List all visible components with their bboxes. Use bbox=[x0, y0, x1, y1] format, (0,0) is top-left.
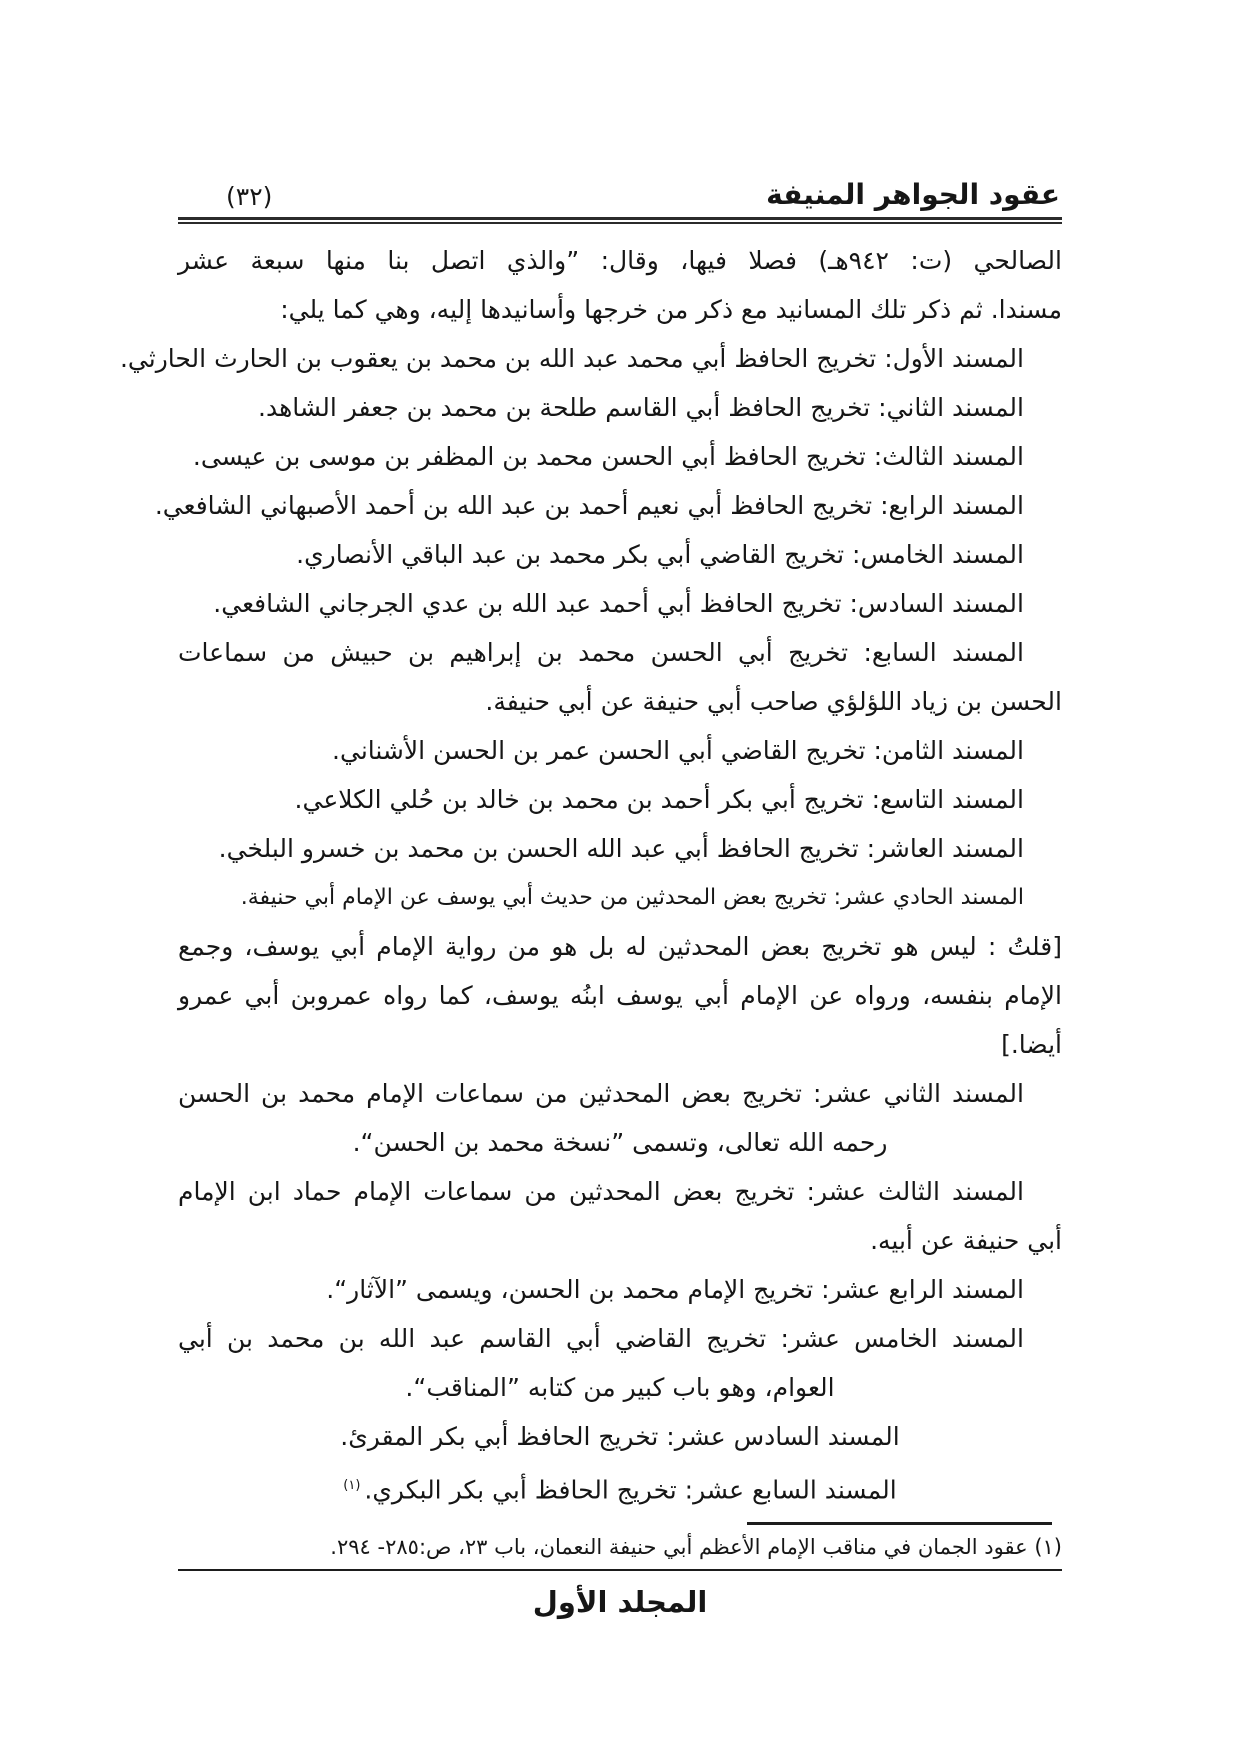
body-line: مسندا. ثم ذكر تلك المسانيد مع ذكر من خرجها وأسانيدها إليه، وهي كما يلي: bbox=[280, 295, 1062, 324]
body-line: المسند العاشر: تخريج الحافظ أبي عبد الله الحسن بن محمد بن خسرو البلخي. bbox=[218, 834, 1024, 863]
body-line: المسند الحادي عشر: تخريج بعض المحدثين من حديث أبي يوسف عن الإمام أبي حنيفة. bbox=[240, 885, 1024, 910]
body-line: الإمام بنفسه، ورواه عن الإمام أبي يوسف ابنُه يوسف، كما رواه عمروبن أبي عمرو أيضا.] bbox=[178, 981, 1062, 1059]
footnote-marker: (١) bbox=[343, 1478, 361, 1493]
footnote-text: (١) عقود الجمان في مناقب الإمام الأعظم أبي حنيفة النعمان، باب ٢٣، ص:٢٨٥- ٢٩٤. bbox=[330, 1535, 1062, 1560]
body-line: المسند السابع: تخريج أبي الحسن محمد بن إبراهيم بن حبيش من سماعات bbox=[178, 638, 1024, 667]
page-content bbox=[119, 178, 1062, 1620]
body-line: المسند الثاني عشر: تخريج بعض المحدثين من سماعات الإمام محمد بن الحسن bbox=[178, 1079, 1024, 1108]
body-line: المسند التاسع: تخريج أبي بكر أحمد بن محمد بن خالد بن حُلي الكلاعي. bbox=[294, 785, 1024, 814]
body-line: الصالحي (ت: ٩٤٢هـ) فصلا فيها، وقال: ”والذي اتصل بنا منها سبعة عشر bbox=[178, 246, 1062, 275]
body-line: المسند السادس: تخريج الحافظ أبي أحمد عبد الله بن عدي الجرجاني الشافعي. bbox=[213, 589, 1024, 618]
text-body bbox=[119, 234, 1062, 1514]
body-line bbox=[178, 1461, 1062, 1514]
body-line: المسند الثاني: تخريج الحافظ أبي القاسم طلحة بن محمد بن جعفر الشاهد. bbox=[258, 393, 1024, 422]
body-line-text: المسند السابع عشر: تخريج الحافظ أبي بكر البكري. bbox=[364, 1475, 897, 1505]
page-header bbox=[178, 178, 1062, 217]
volume-footer: المجلد الأول bbox=[532, 1585, 708, 1620]
body-line: العوام، وهو باب كبير من كتابه ”المناقب“. bbox=[405, 1373, 835, 1402]
body-line: أبي حنيفة عن أبيه. bbox=[870, 1226, 1062, 1255]
body-line: المسند الرابع: تخريج الحافظ أبي نعيم أحمد بن عبد الله بن أحمد الأصبهاني الشافعي. bbox=[154, 491, 1024, 520]
body-line: رحمه الله تعالى، وتسمى ”نسخة محمد بن الحسن“. bbox=[352, 1128, 888, 1157]
body-line: المسند الثالث عشر: تخريج بعض المحدثين من سماعات الإمام حماد ابن الإمام bbox=[178, 1177, 1024, 1206]
body-line: المسند الرابع عشر: تخريج الإمام محمد بن الحسن، ويسمى ”الآثار“. bbox=[326, 1275, 1024, 1304]
body-line: [قلتُ : ليس هو تخريج بعض المحدثين له بل هو من رواية الإمام أبي يوسف، وجمع bbox=[178, 932, 1062, 961]
book-title: عقود الجواهر المنيفة bbox=[766, 178, 1060, 211]
bottom-rule bbox=[178, 1569, 1062, 1571]
body-line: الحسن بن زياد اللؤلؤي صاحب أبي حنيفة عن أبي حنيفة. bbox=[485, 687, 1062, 716]
body-line: المسند الأول: تخريج الحافظ أبي محمد عبد الله بن محمد بن يعقوب بن الحارث الحارثي. bbox=[119, 344, 1024, 373]
body-line: المسند الثالث: تخريج الحافظ أبي الحسن محمد بن المظفر بن موسى بن عيسى. bbox=[192, 442, 1024, 471]
body-line: المسند الخامس: تخريج القاضي أبي بكر محمد بن عبد الباقي الأنصاري. bbox=[296, 540, 1024, 569]
body-line: المسند الثامن: تخريج القاضي أبي الحسن عمر بن الحسن الأشناني. bbox=[332, 736, 1024, 765]
header-double-rule bbox=[178, 217, 1062, 224]
body-line: المسند السادس عشر: تخريج الحافظ أبي بكر المقرئ. bbox=[340, 1422, 900, 1451]
page-number: (٣٢) bbox=[226, 182, 273, 211]
body-line: المسند الخامس عشر: تخريج القاضي أبي القاسم عبد الله بن محمد بن أبي bbox=[178, 1324, 1024, 1353]
